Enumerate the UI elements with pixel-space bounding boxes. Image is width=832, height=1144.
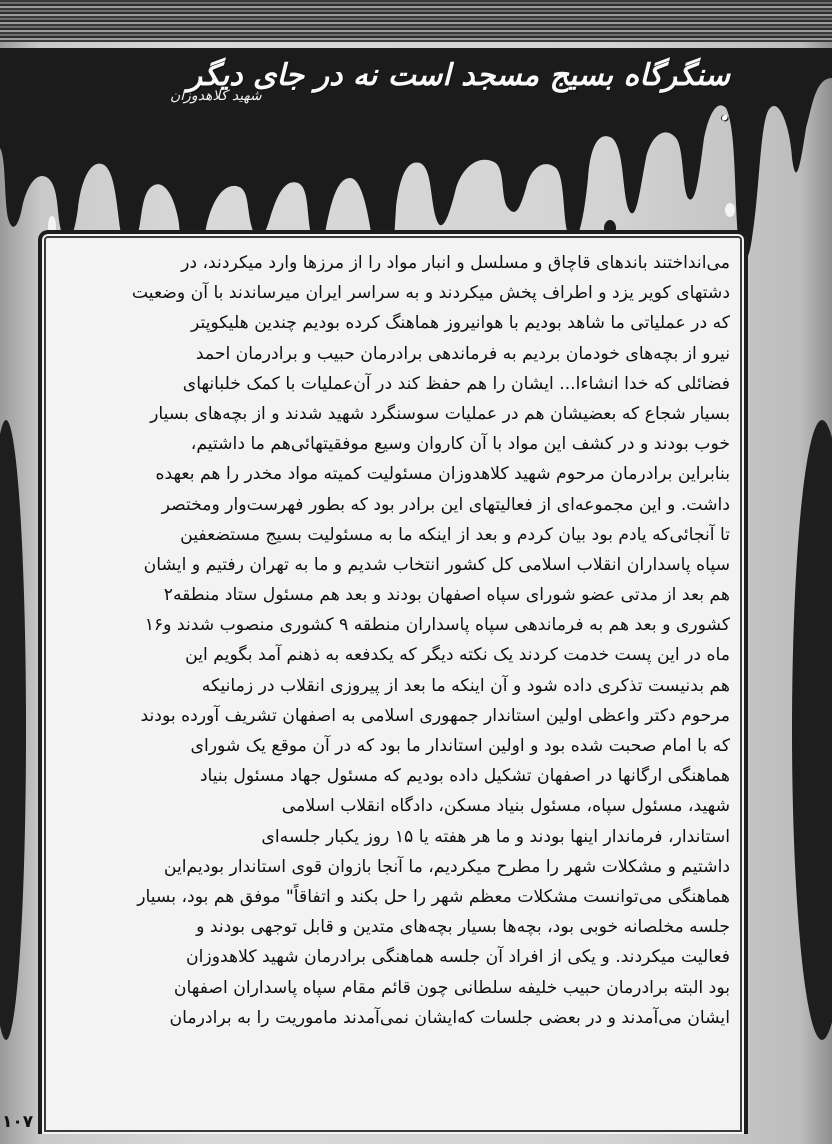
body-line: که در عملیاتی ما شاهد بودیم با هوانیروز هماهنگ کرده بودیم چندین هلیکوپتر: [190, 313, 730, 334]
body-line: بود البته برادرمان حبیب خلیفه سلطانی چون قائم مقام سپاه پاسداران اصفهان: [173, 977, 730, 998]
body-line: می‌انداختند باندهای قاچاق و مسلسل و انبار مواد را از مرزها وارد میکردند، در: [181, 253, 730, 273]
header: [170, 58, 730, 128]
body-line: جلسه مخلصانه خوبی بود، بچه‌ها بسیار بچه‌های متدین و قابل توجهی بودند و: [196, 917, 730, 938]
body-line: داشت. و این مجموعه‌ای از فعالیتهای این برادر بود که بطور فهرست‌وار ومختصر: [161, 494, 730, 515]
body-line: هم بدنیست تذکری داده شود و آن اینکه ما بعد از پیروزی انقلاب در زمانیکه: [201, 675, 730, 696]
body-line: هم بعد از مدتی عضو شورای سپاه اصفهان بودند و بعد هم مسئول ستاد منطقه۲: [163, 585, 730, 606]
body-line: بنابراین برادرمان مرحوم شهید کلاهدوزان مسئولیت کمیته مواد مخدر را هم بعهده: [155, 464, 730, 485]
body-line: هماهنگی ارگانها در اصفهان تشکیل داده بودیم که مسئول جهاد مسئول بنیاد: [199, 766, 730, 787]
body-line: شهید، مسئول سپاه، مسئول بنیاد مسکن، دادگاه انقلاب اسلامی: [281, 796, 730, 817]
body-line: که با امام صحبت شده بود و اولین استاندار ما بود که در آن موقع یک شورای: [190, 736, 730, 756]
page-number: ۱۰۷: [2, 1112, 34, 1132]
body-line: سپاه پاسداران انقلاب اسلامی کل کشور انتخاب شدیم و ما به تهران رفتیم و ایشان: [143, 554, 730, 575]
top-scan-border: [0, 0, 832, 42]
article-body: [68, 248, 730, 1138]
body-line: داشتیم و مشکلات شهر را مطرح میکردیم، ما آنجا بازوان قوی استاندار بودیم‌این: [163, 856, 730, 877]
right-edge-stain: [792, 420, 832, 1040]
body-line: ماه در این پست خدمت کردند یک نکته دیگر که یکدفعه به ذهنم آمد بگویم این: [185, 645, 730, 666]
body-line: تا آنجائی‌که یادم بود بیان کردم و بعد از اینکه ما به مسئولیت بسیج مستضعفین: [180, 524, 730, 545]
body-line: خوب بودند و در کشف این مواد با آن کاروان وسیع موفقیتهائی‌هم ما داشتیم،: [190, 434, 730, 455]
body-line: بسیار شجاع که بعضیشان هم در عملیات سوسنگرد شهید شدند و از بچه‌های بسیار: [150, 403, 730, 424]
body-line: فضائلی که خدا انشاءا... ایشان را هم حفظ کند در آن‌عملیات با کمک خلبانهای: [182, 373, 730, 394]
body-line: نیرو از بچه‌های خودمان بردیم به فرماندهی برادرمان حبیب و برادرمان احمد: [195, 343, 730, 364]
body-line: استاندار، فرماندار اینها بودند و ما هر هفته یا ۱۵ روز یکبار جلسه‌ای: [261, 826, 730, 847]
header-author: شهید کلاهدوزان: [170, 88, 262, 104]
body-line: هماهنگی می‌توانست مشکلات معظم شهر را حل بکند و اتفاقاً" موفق هم بود، بسیار: [137, 886, 730, 907]
body-line: مرحوم دکتر واعظی اولین استاندار جمهوری اسلامی به اصفهان تشریف آورده بودند: [140, 705, 730, 726]
body-line: فعالیت میکردند. و یکی از افراد آن جلسه هماهنگی برادرمان شهید کلاهدوزان: [186, 947, 730, 968]
body-line: ایشان می‌آمدند و در بعضی جلسات که‌ایشان نمی‌آمدند ماموریت را به برادرمان: [169, 1007, 730, 1028]
body-line: کشوری و بعد هم به فرماندهی سپاه پاسداران منطقه ۹ کشوری منصوب شدند و۱۶: [144, 615, 730, 636]
header-motto: سنگرگاه بسیج مسجد است نه در جای دیگر .: [187, 58, 730, 128]
left-edge-stain: [0, 420, 26, 1040]
body-line: دشتهای کویر یزد و اطراف پخش میکردند و به سراسر ایران میرساندند با آن وضعیت: [131, 283, 730, 304]
